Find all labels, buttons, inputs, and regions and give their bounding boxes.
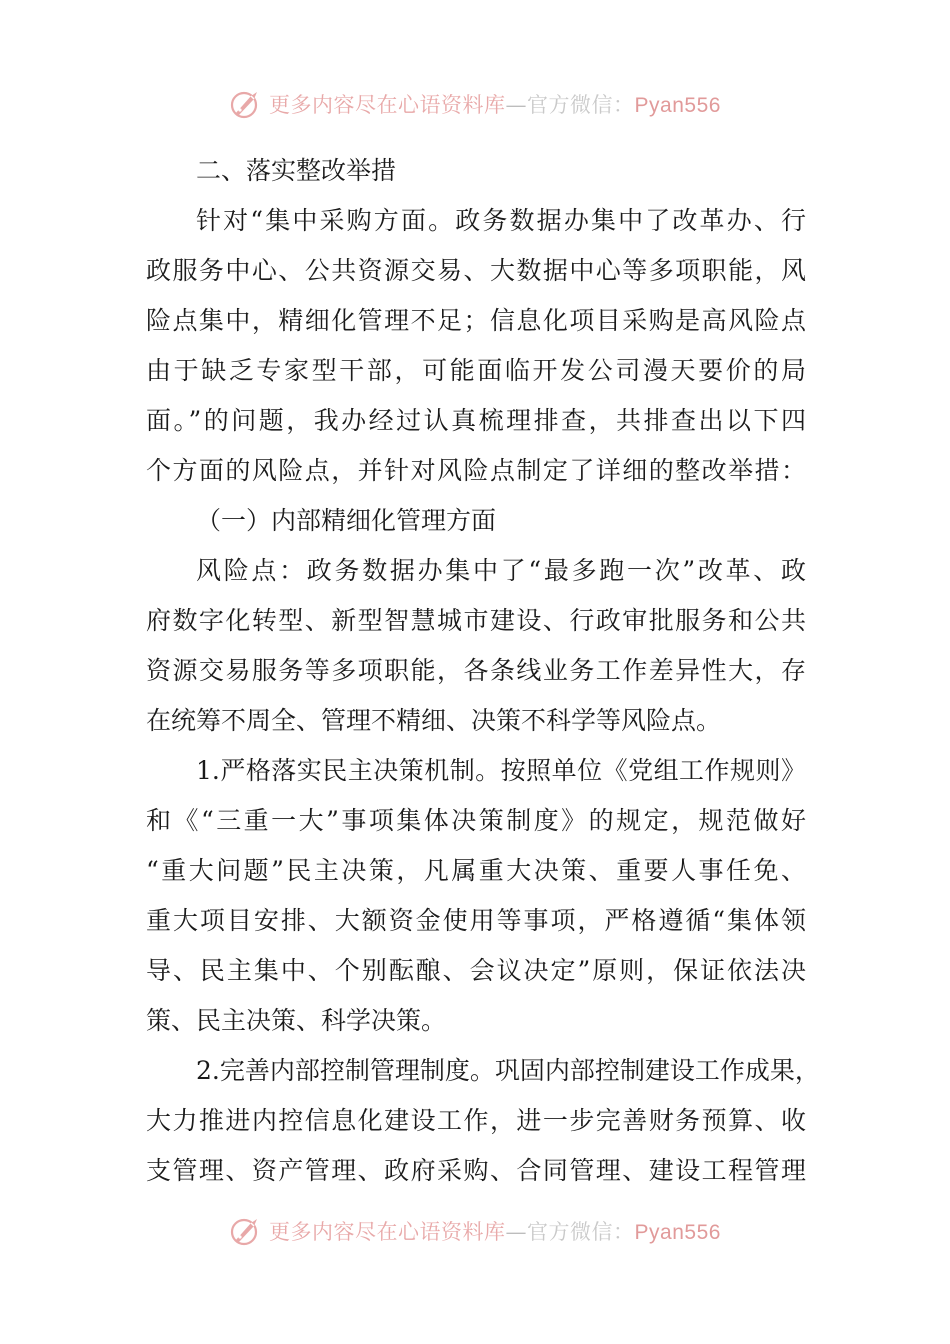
paragraph-line: 府数字化转型、新型智慧城市建设、行政审批服务和公共 — [146, 606, 806, 635]
paragraph-line: 大力推进内控信息化建设工作，进一步完善财务预算、收 — [146, 1106, 806, 1135]
paragraph-line: 风险点：政务数据办集中了“最多跑一次”改革、政 — [196, 556, 806, 585]
watermark-dash: — — [505, 93, 528, 117]
document-body — [146, 146, 820, 1196]
section-heading: 二、落实整改举措 — [196, 156, 397, 185]
paragraph-line: 针对“集中采购方面。政务数据办集中了改革办、行 — [196, 206, 806, 235]
watermark-brand: 更多内容尽在心语资料库 — [269, 1220, 506, 1244]
paragraph-line: 政服务中心、公共资源交易、大数据中心等多项职能，风 — [146, 256, 806, 285]
paragraph-line: 重大项目安排、大额资金使用等事项，严格遵循“集体领 — [146, 906, 806, 935]
paragraph-line: 支管理、资产管理、政府采购、合同管理、建设工程管理 — [146, 1156, 806, 1185]
watermark-contact-label: 官方微信： — [527, 93, 635, 117]
watermark-contact-label: 官方微信： — [527, 1220, 635, 1244]
paragraph-line: 由于缺乏专家型干部，可能面临开发公司漫天要价的局 — [146, 356, 806, 385]
paragraph-line: 资源交易服务等多项职能，各条线业务工作差异性大，存 — [146, 656, 806, 685]
watermark-contact-id: Pyan556 — [634, 94, 721, 117]
paragraph-line: 导、民主集中、个别酝酿、会议决定”原则，保证依法决 — [146, 956, 806, 985]
watermark-text — [269, 89, 721, 119]
subsection-heading: （一）内部精细化管理方面 — [196, 506, 497, 535]
watermark-brand: 更多内容尽在心语资料库 — [269, 93, 506, 117]
paragraph-line: 1.严格落实民主决策机制。按照单位《党组工作规则》 — [196, 756, 806, 785]
paragraph-line: 策、民主决策、科学决策。 — [146, 1006, 447, 1035]
watermark-dash: — — [505, 1220, 528, 1244]
paragraph-line: 面。”的问题，我办经过认真梳理排查，共排查出以下四 — [146, 406, 806, 435]
watermark-text — [269, 1216, 721, 1246]
paragraph-line: 在统筹不周全、管理不精细、决策不科学等风险点。 — [146, 706, 722, 735]
paragraph-line: 2.完善内部控制管理制度。巩固内部控制建设工作成果， — [196, 1056, 820, 1085]
paragraph-line: 个方面的风险点，并针对风险点制定了详细的整改举措： — [146, 456, 806, 485]
paragraph-line: “重大问题”民主决策，凡属重大决策、重要人事任免、 — [146, 856, 806, 885]
footer-watermark — [0, 1211, 950, 1251]
pen-nib-logo-icon — [229, 1214, 263, 1248]
paragraph-line: 险点集中，精细化管理不足；信息化项目采购是高风险点 — [146, 306, 806, 335]
pen-nib-logo-icon — [229, 87, 263, 121]
paragraph-line: 和《“三重一大”事项集体决策制度》的规定，规范做好 — [146, 806, 806, 835]
header-watermark — [0, 84, 950, 124]
watermark-contact-id: Pyan556 — [634, 1221, 721, 1244]
